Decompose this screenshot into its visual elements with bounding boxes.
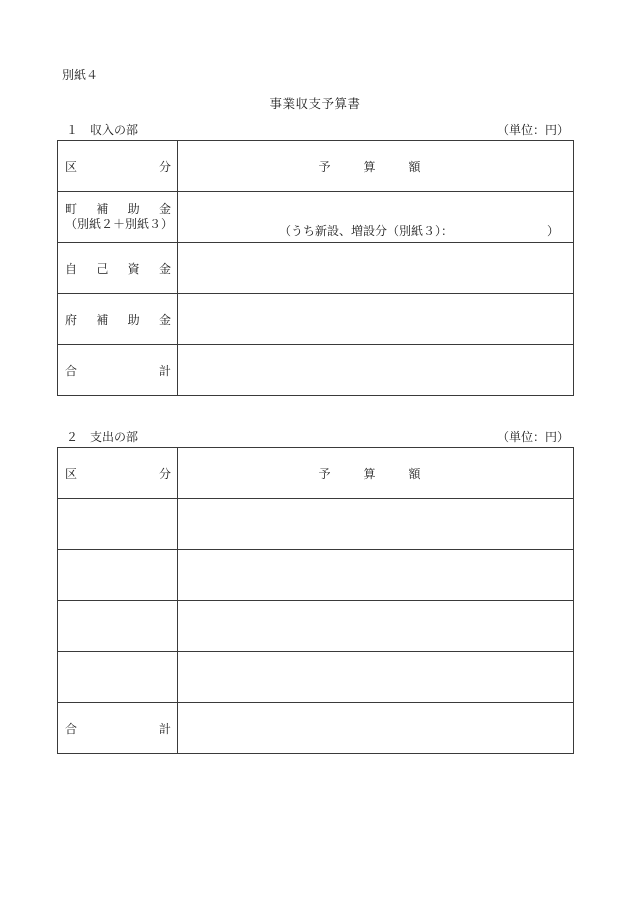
label-char: 金 (158, 261, 171, 276)
income-amount-header (178, 141, 574, 192)
header-char: 分 (158, 466, 171, 481)
header-char: 予 (318, 159, 331, 174)
table-row (58, 243, 574, 294)
own-funds-label (58, 243, 178, 294)
income-total-label (58, 345, 178, 396)
label-char: 計 (158, 721, 171, 736)
header-char: 額 (408, 466, 421, 481)
table-row (58, 345, 574, 396)
label-char: 資 (127, 261, 140, 276)
label-char: 合 (65, 721, 78, 736)
label-char: 助 (127, 202, 140, 216)
income-total-amount[interactable] (178, 345, 574, 396)
table-row (58, 294, 574, 345)
label-char: 町 (65, 202, 78, 216)
header-char: 予 (318, 466, 331, 481)
label-char: 補 (96, 312, 109, 327)
label-char: 自 (65, 261, 78, 276)
label-char: 金 (158, 312, 171, 327)
label-char: 計 (158, 363, 171, 378)
expense-table (57, 447, 574, 754)
header-char: 区 (65, 466, 78, 481)
table-row (58, 601, 574, 652)
table-row (58, 499, 574, 550)
expense-amount-cell[interactable] (178, 550, 574, 601)
expense-category-header (58, 448, 178, 499)
label-char: 助 (127, 312, 140, 327)
header-char: 区 (65, 159, 78, 174)
expense-unit-label: （単位：円） (497, 430, 570, 444)
header-char: 算 (363, 159, 376, 174)
new-facility-note-close: ） (546, 224, 559, 238)
income-category-header (58, 141, 178, 192)
label-char: 補 (96, 202, 109, 216)
header-char: 額 (408, 159, 421, 174)
expense-total-amount[interactable] (178, 703, 574, 754)
header-char: 算 (363, 466, 376, 481)
label-char: 金 (158, 202, 171, 216)
prefecture-subsidy-amount[interactable] (178, 294, 574, 345)
header-char: 分 (158, 159, 171, 174)
expense-amount-cell[interactable] (178, 652, 574, 703)
expense-category-cell[interactable] (58, 550, 178, 601)
label-char: 府 (65, 312, 78, 327)
expense-amount-header (178, 448, 574, 499)
table-row (58, 550, 574, 601)
town-subsidy-amount[interactable] (178, 192, 574, 243)
label-char: 己 (96, 261, 109, 276)
table-row (58, 192, 574, 243)
expense-section-title: ２ 支出の部 (66, 430, 139, 444)
attachment-label: 別紙４ (62, 68, 99, 82)
expense-header-row (58, 448, 574, 499)
new-facility-note: （うち新設、増設分（別紙３）： (279, 224, 454, 238)
town-subsidy-label (58, 192, 178, 243)
income-unit-label: （単位：円） (497, 123, 570, 137)
income-section-title: １ 収入の部 (66, 123, 139, 137)
table-row (58, 703, 574, 754)
expense-amount-cell[interactable] (178, 499, 574, 550)
income-table (57, 140, 574, 396)
own-funds-amount[interactable] (178, 243, 574, 294)
document-title: 事業収支予算書 (269, 96, 361, 111)
label-char: 合 (65, 363, 78, 378)
expense-category-cell[interactable] (58, 499, 178, 550)
expense-total-label (58, 703, 178, 754)
income-header-row (58, 141, 574, 192)
town-subsidy-sublabel: （別紙２＋別紙３） (65, 217, 174, 231)
expense-category-cell[interactable] (58, 652, 178, 703)
table-row (58, 652, 574, 703)
expense-category-cell[interactable] (58, 601, 178, 652)
expense-amount-cell[interactable] (178, 601, 574, 652)
prefecture-subsidy-label (58, 294, 178, 345)
